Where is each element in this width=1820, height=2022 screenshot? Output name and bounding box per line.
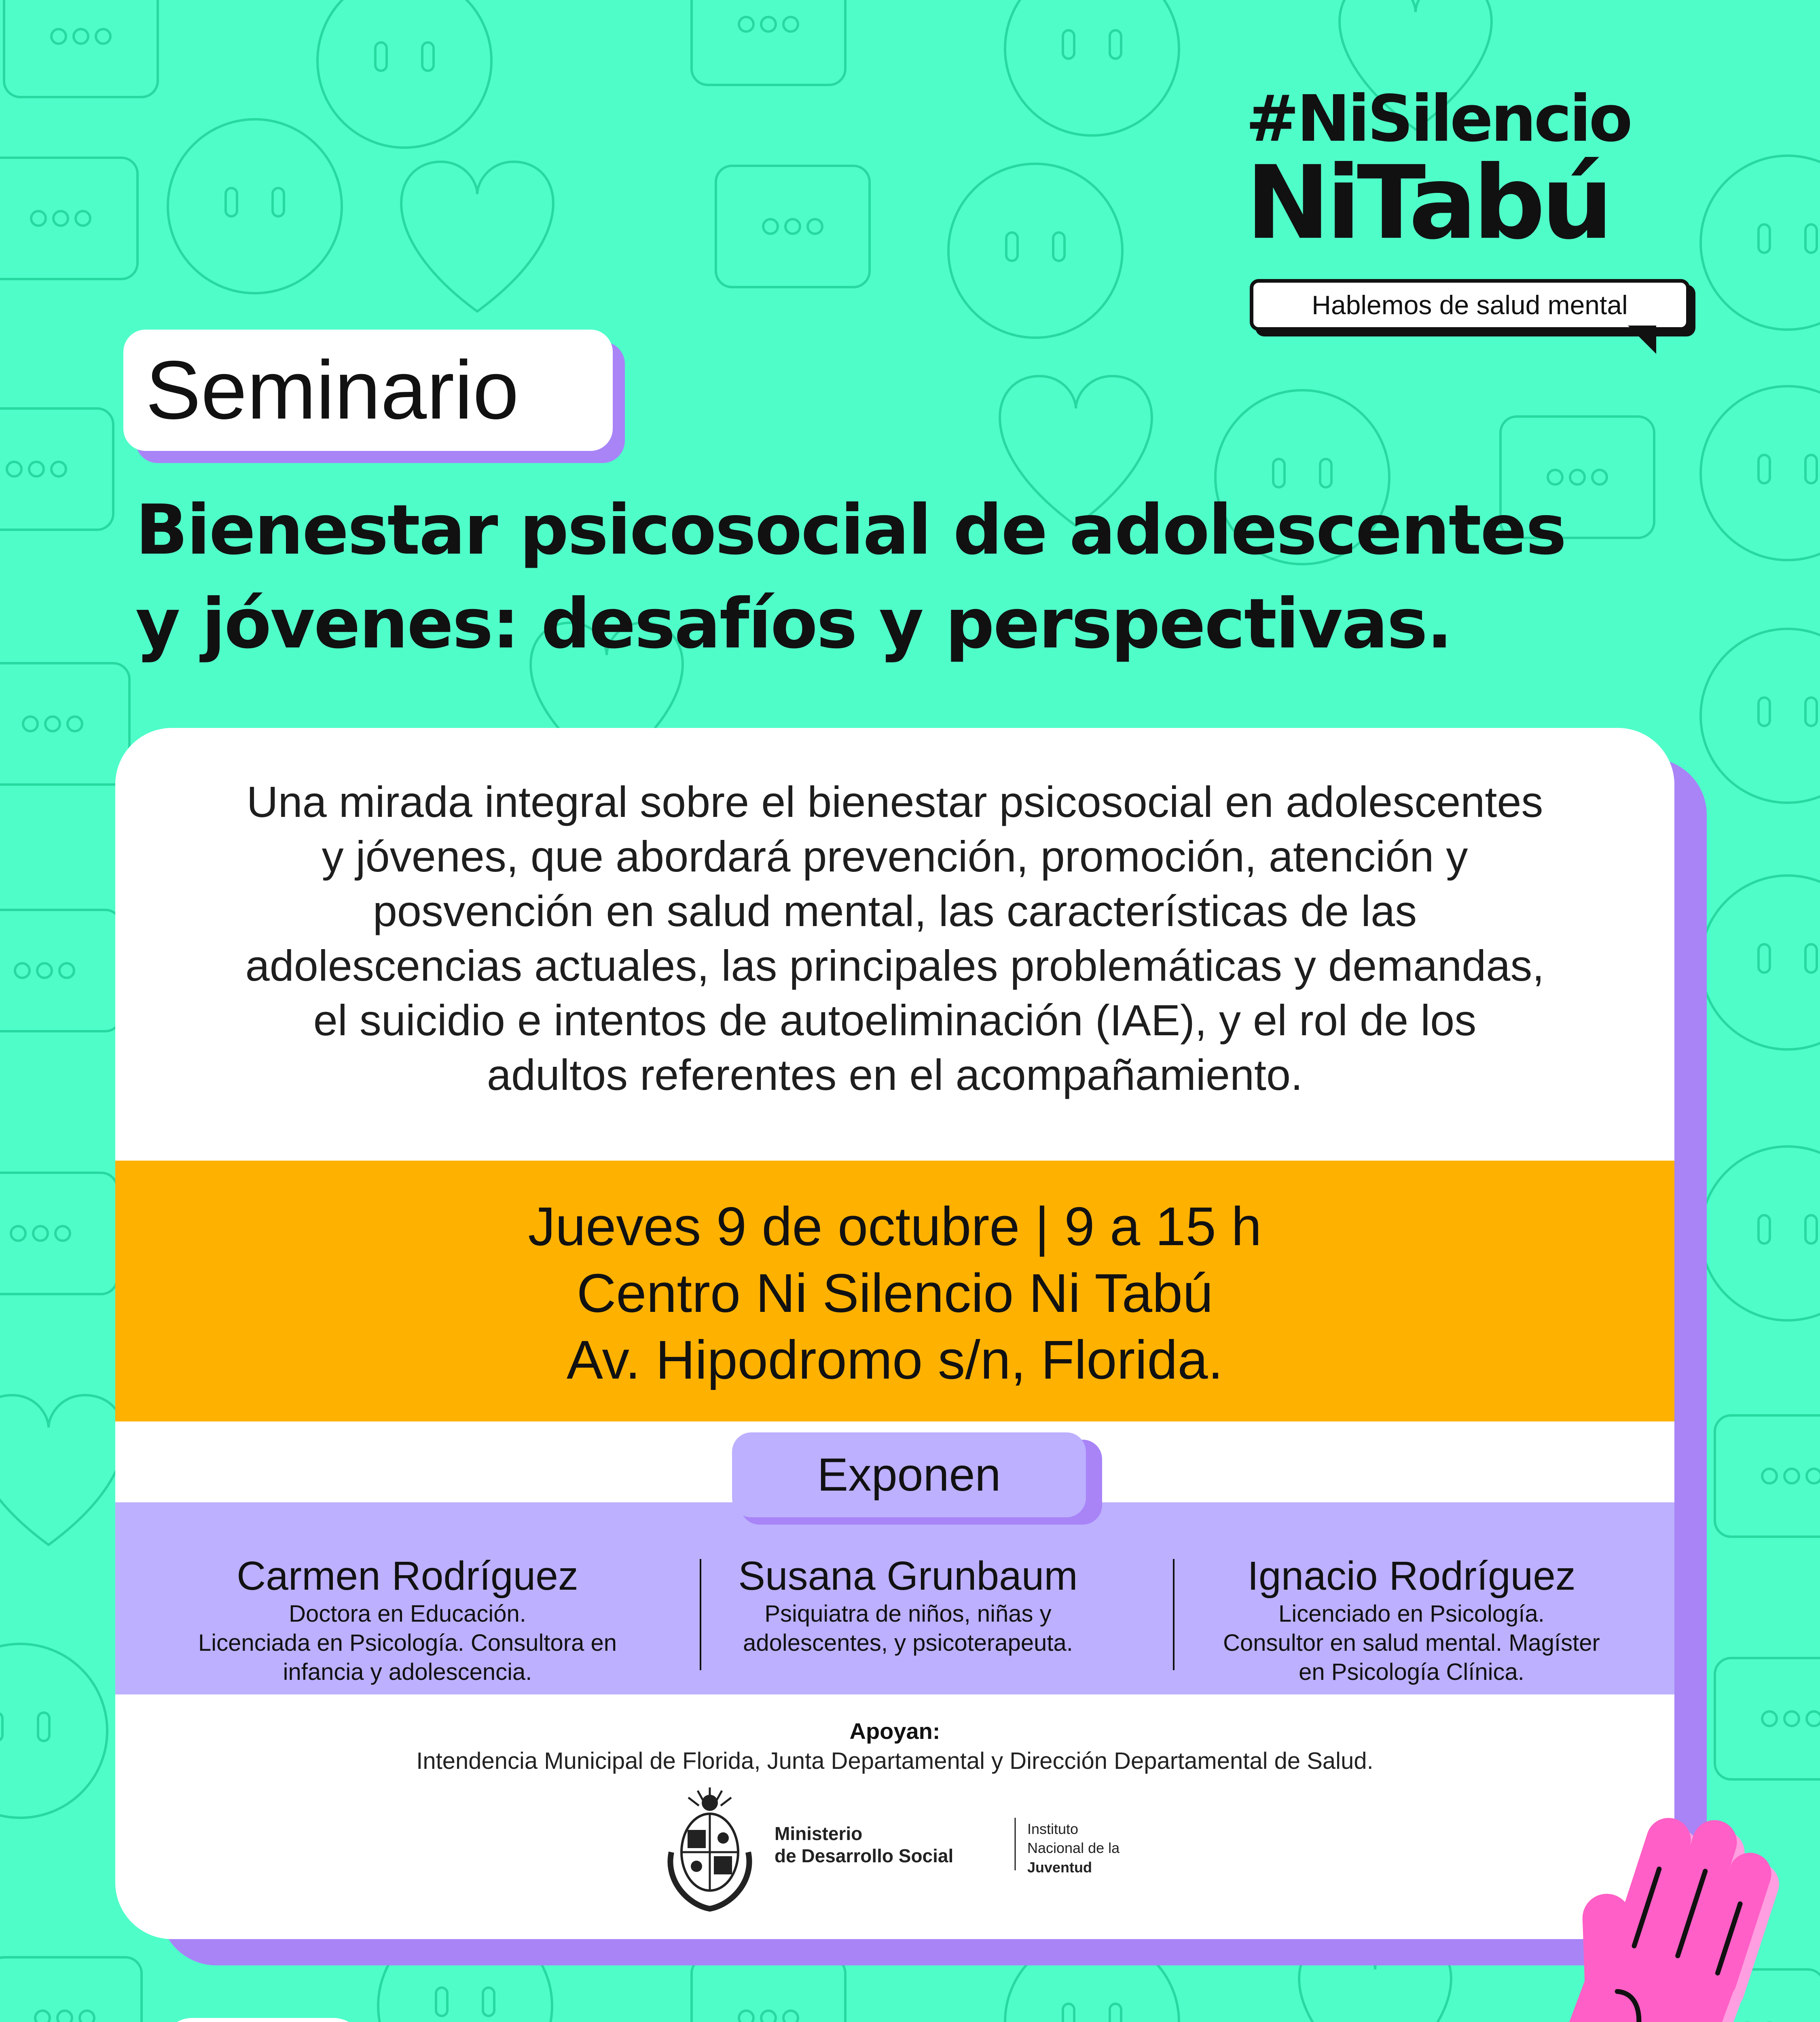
event-type-label (123, 330, 613, 451)
description-line: adultos referentes en el acompañamiento. (487, 1050, 1303, 1099)
support-label: Apoyan: (849, 1718, 940, 1744)
speaker-desc-line: Doctora en Educación. (289, 1601, 526, 1627)
speaker-desc-line: infancia y adolescencia. (283, 1659, 532, 1685)
description-line: Una mirada integral sobre el bienestar psicosocial en adolescentes (246, 777, 1543, 826)
title-line-2: y jóvenes: desafíos y perspectivas. (135, 584, 1452, 664)
speaker-divider (700, 1559, 701, 1670)
speaker-name: Ignacio Rodríguez (1247, 1553, 1576, 1599)
event-type-text: Seminario (146, 344, 519, 436)
speaker-desc-line: Psiquiatra de niños, niñas y (764, 1601, 1052, 1627)
speaker-name: Carmen Rodríguez (237, 1553, 578, 1599)
coat-of-arms-icon (670, 1787, 749, 1909)
speakers-label-text: Exponen (817, 1449, 1001, 1501)
campaign-hashtag: #NiSilencio (1246, 82, 1630, 156)
institute-line-2: Nacional de la (1027, 1840, 1120, 1856)
speakers-label (732, 1432, 1086, 1517)
speaker-desc-line: adolescentes, y psicoterapeuta. (743, 1630, 1073, 1656)
title-line-1: Bienestar psicosocial de adolescentes (135, 490, 1566, 570)
ministry-line-2: de Desarrollo Social (775, 1845, 954, 1866)
speaker-desc-line: en Psicología Clínica. (1299, 1659, 1524, 1685)
speaker-card (1191, 1553, 1632, 1687)
event-details-band (115, 1161, 1674, 1421)
tagline-bubble (1250, 279, 1690, 331)
speaker-desc-line: Licenciada en Psicología. Consultora en (198, 1630, 617, 1656)
description-line: adolescencias actuales, las principales problemáticas y demandas, (245, 941, 1545, 990)
speaker-card (718, 1553, 1098, 1658)
speaker-desc-line: Consultor en salud mental. Magíster (1223, 1630, 1600, 1656)
event-address: Av. Hipodromo s/n, Florida. (566, 1329, 1223, 1390)
event-title (135, 483, 1713, 671)
speaker-name: Susana Grunbaum (738, 1553, 1078, 1599)
institution-logos (659, 1783, 1185, 1913)
speaker-divider (1173, 1559, 1175, 1670)
event-description (115, 774, 1674, 1102)
description-line: y jóvenes, que abordará prevención, promoción, atención y (322, 832, 1468, 881)
campaign-tagline: Hablemos de salud mental (1312, 290, 1628, 320)
raised-hand-icon (1529, 1808, 1780, 2022)
speakers-band (115, 1502, 1674, 1694)
description-line: el suicidio e intentos de autoeliminación (IAE), y el rol de los (313, 996, 1477, 1045)
event-date-time: Jueves 9 de octubre | 9 a 15 h (528, 1196, 1262, 1257)
campaign-logo (1246, 82, 1715, 320)
support-section (115, 1717, 1674, 1777)
institute-line-1: Instituto (1027, 1821, 1079, 1837)
campaign-name: NiTabú (1246, 144, 1609, 262)
support-text: Intendencia Municipal de Florida, Junta Departamental y Dirección Departamental de Salud. (416, 1748, 1373, 1774)
institute-line-3: Juventud (1027, 1859, 1092, 1876)
ministry-line-1: Ministerio (775, 1823, 863, 1844)
event-venue: Centro Ni Silencio Ni Tabú (576, 1263, 1213, 1324)
qr-card[interactable] (162, 2018, 364, 2022)
speaker-desc-line: Licenciado en Psicología. (1278, 1601, 1545, 1627)
speaker-card (188, 1553, 627, 1687)
info-card (115, 728, 1674, 1939)
speech-bubble-tail-icon (1628, 326, 1656, 354)
description-line: posvención en salud mental, las características de las (372, 886, 1417, 935)
